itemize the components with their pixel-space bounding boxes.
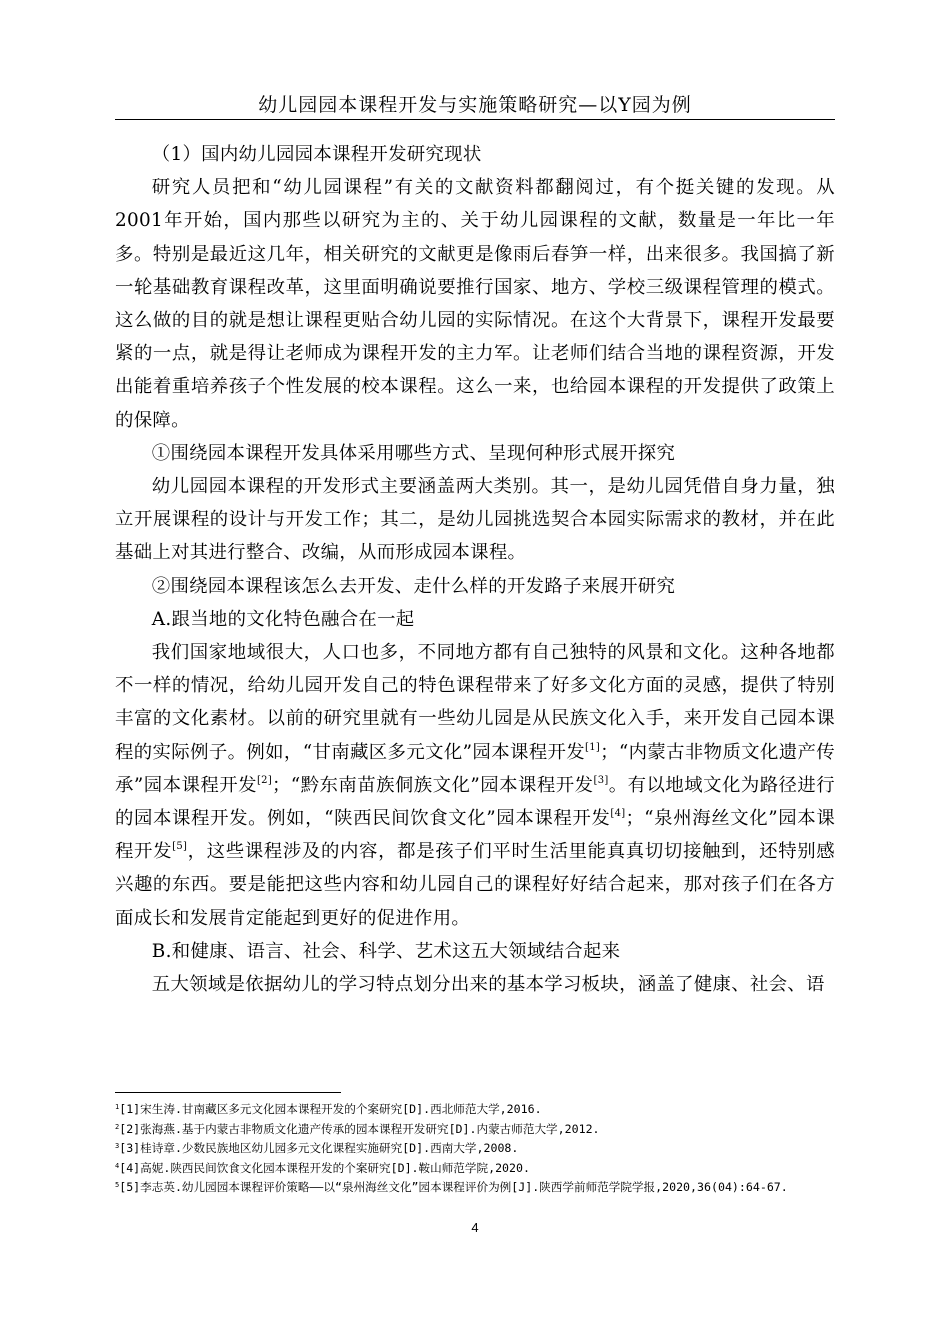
subheading-five-domains: B.和健康、语言、社会、科学、艺术这五大领域结合起来 — [151, 940, 621, 962]
footnote-mark: 4 — [115, 1161, 120, 1170]
footnote-1 — [115, 1099, 855, 1119]
paragraph-local-culture — [115, 636, 835, 935]
footnote-text: [3]桂诗章.少数民族地区幼儿园多元文化课程实施研究[D].西南大学,2008. — [119, 1141, 519, 1155]
citation-ref-4[interactable]: [4] — [610, 808, 626, 820]
page-number: 4 — [471, 1220, 479, 1235]
subheading-forms: ①围绕园本课程开发具体采用哪些方式、呈现何种形式展开探究 — [151, 442, 676, 464]
header-rule — [115, 119, 835, 120]
paragraph-literature-trend: 研究人员把和“幼儿园课程”有关的文献资料都翻阅过，有个挺关键的发现。从2001年开始，国内那些以研究为主的、关于幼儿园课程的文献，数量是一年比一年多。特别是最近这几年，相关研究的文献更是像雨后春笋一样，出来很多。我国搞了新一轮基础教育课程改革，这里面明确说要推行国家、地方、学校三级课程管理的模式。这么做的目的就是想让课程更贴合幼儿园的实际情况。在这个大背景下，课程开发最要紧的一点，就是得让老师成为课程开发的主力军。让老师们结合当地的课程资源，开发出能着重培养孩子个性发展的校本课程。这么一来，也给园本课程的开发提供了政策上的保障。 — [115, 177, 835, 431]
text-segment: ；“黔东南苗族侗族文化”园本课程开发 — [272, 774, 594, 796]
footnote-mark: 2 — [115, 1122, 120, 1131]
footnote-text: [4]高妮.陕西民间饮食文化园本课程开发的个案研究[D].鞍山师范学院,2020. — [119, 1160, 530, 1175]
paragraph-five-domains: 五大领域是依据幼儿的学习特点划分出来的基本学习板块，涵盖了健康、社会、语 — [151, 974, 825, 996]
footnote-mark: 3 — [115, 1142, 120, 1150]
citation-ref-3[interactable]: [3] — [593, 774, 609, 786]
footnote-text: [5]李志英.幼儿园园本课程评价策略——以“泉州海丝文化”园本课程评价为例[J].陕西学前师范学院学报,2020,36(04):64-67. — [119, 1180, 788, 1194]
footnote-mark: 5 — [115, 1181, 120, 1189]
text-segment: 我们国家地域很大，人口也多，不同地方都有自己独特的风景和文化。这种各地都不一样的情况，给幼儿园开发自己的特色课程带来了好多文化方面的灵感，提供了特别丰富的文化素材。以前的研究里就有一些幼儿园是从民族文化入手，来开发自己园本课程的实际例子。例如，“甘南藏区多元文化”园本课程开发 — [115, 642, 835, 763]
citation-ref-5[interactable]: [5] — [172, 841, 188, 853]
footnote-text: [2]张海燕.基于内蒙古非物质文化遗产传承的园本课程开发研究[D].内蒙古师范大学,2012. — [119, 1121, 600, 1136]
text-segment: ，这些课程涉及的内容，都是孩子们平时生活里能真真切切接触到，还特别感兴趣的东西。要是能把这些内容和幼儿园自己的课程好好结合起来，那对孩子们在各方面成长和发展肯定能起到更好的促进作用。 — [115, 841, 835, 929]
section-heading: （1）国内幼儿园园本课程开发研究现状 — [151, 144, 482, 165]
citation-ref-2[interactable]: [2] — [256, 774, 273, 786]
footnote-2 — [115, 1119, 855, 1139]
footnote-text: [1]宋生涛.甘南藏区多元文化园本课程开发的个案研究[D].西北师范大学,2016. — [119, 1102, 542, 1116]
footnotes — [115, 1099, 855, 1197]
footnote-mark: 1 — [115, 1103, 120, 1111]
subheading-paths: ②围绕园本课程该怎么去开发、走什么样的开发路子来展开研究 — [151, 575, 676, 597]
footnote-5 — [115, 1177, 855, 1197]
text-segment: ；“内蒙古非物质文化遗产传承”园本课程开发 — [115, 741, 835, 796]
paragraph-forms: 幼儿园园本课程的开发形式主要涵盖两大类别。其一，是幼儿园凭借自身力量，独立开展课程的设计与开发工作；其二，是幼儿园挑选契合本园实际需求的教材，并在此基础上对其进行整合、改编，从而形成园本课程。 — [115, 476, 835, 564]
subheading-local-culture: A.跟当地的文化特色融合在一起 — [151, 608, 415, 630]
citation-ref-1[interactable]: [1] — [585, 741, 601, 753]
running-header-title: 幼儿园园本课程开发与实施策略研究—以Y园为例 — [258, 94, 692, 116]
text-segment: 。有以地域文化为路径进行的园本课程开发。例如，“陕西民间饮食文化”园本课程开发 — [115, 774, 835, 830]
body-text — [115, 138, 835, 1001]
text-segment: ；“泉州海丝文化”园本课程开发 — [115, 808, 836, 863]
footnote-3 — [115, 1138, 855, 1158]
footnote-rule — [115, 1092, 341, 1093]
footnote-4 — [115, 1158, 855, 1178]
